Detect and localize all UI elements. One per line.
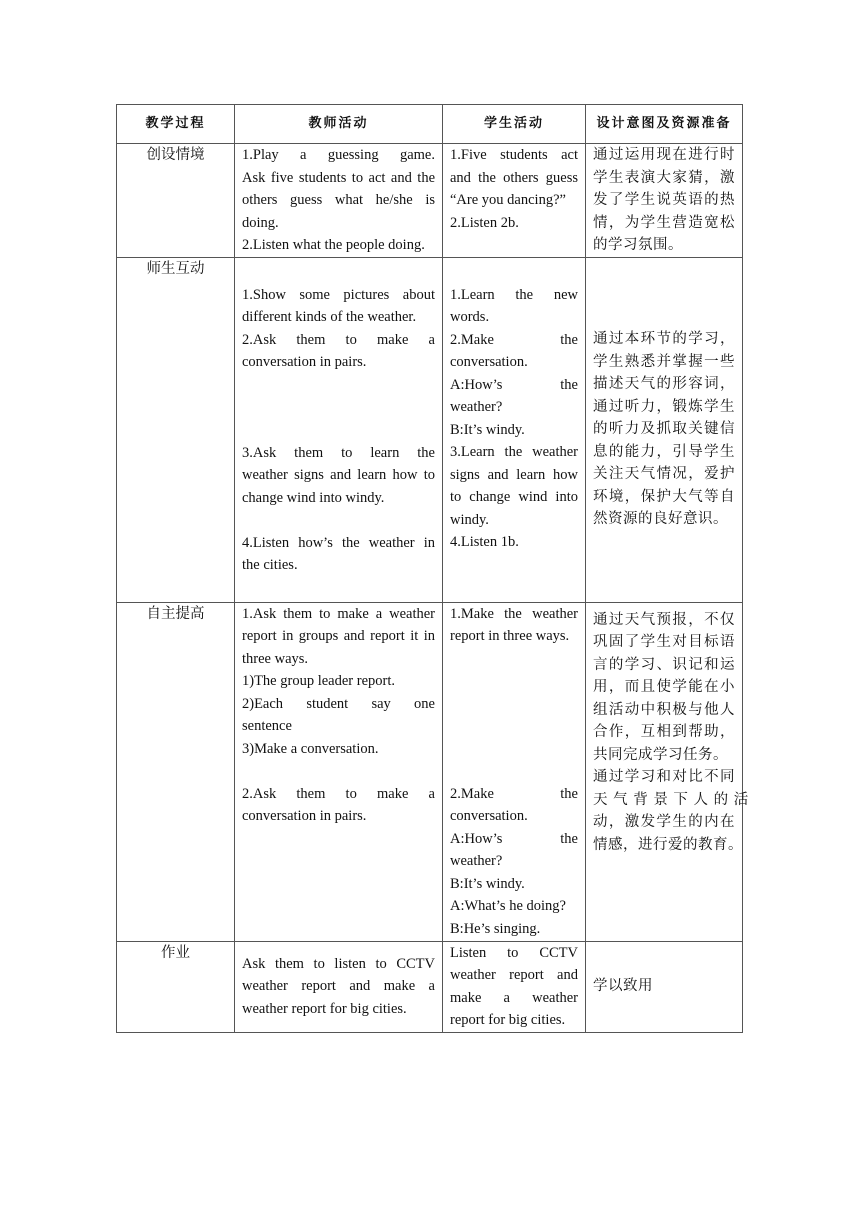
text-line: 1.Make the weather xyxy=(450,605,578,622)
header-process: 教学过程 xyxy=(117,105,235,144)
text-line: B:It’s windy. xyxy=(450,421,525,438)
table-row xyxy=(117,602,743,941)
text-line: 言的学习、识记和运 xyxy=(593,656,735,673)
text-line: 通过听力，锻炼学生 xyxy=(593,398,735,415)
header-design-intent: 设计意图及资源准备 xyxy=(586,105,743,144)
text-line: 2.Ask them to make a xyxy=(242,785,435,802)
text-line: 息的能力，引导学生 xyxy=(593,443,735,460)
header-teacher-activity: 教师活动 xyxy=(235,105,443,144)
text-line: conversation in pairs. xyxy=(242,354,367,370)
text-line: A:How’s the xyxy=(450,376,578,393)
text-line: weather signs and learn how to xyxy=(242,467,435,483)
stage-label: 作业 xyxy=(117,941,235,1032)
text-line: 通过天气预报，不仅 xyxy=(593,611,735,628)
text-line: 通过运用现在进行时 xyxy=(593,147,735,163)
text-line: Listen to CCTV xyxy=(450,944,578,961)
text-line: 4.Listen how’s the weather in xyxy=(242,534,435,551)
text-line: signs and learn how xyxy=(450,466,578,483)
text-line: conversation in pairs. xyxy=(242,808,367,824)
text-line: 1)The group leader report. xyxy=(242,673,395,689)
text-line: 3.Learn the weather xyxy=(450,444,578,460)
stage-label: 自主提高 xyxy=(117,602,235,941)
text-line: 合作，互相到帮助， xyxy=(593,724,735,740)
stage-label: 创设情境 xyxy=(117,144,235,258)
text-line: 的学习氛围。 xyxy=(593,237,683,253)
design-intent-cell xyxy=(586,144,743,258)
stage-label: 师生互动 xyxy=(117,257,235,602)
text-line: 用，而且使学能在小 xyxy=(593,679,735,695)
text-line: 环境，保护大气等自 xyxy=(593,488,735,505)
text-line: the cities. xyxy=(242,557,298,573)
text-line: 巩固了学生对目标语 xyxy=(593,634,735,650)
text-line: 3.Ask them to learn the xyxy=(242,444,435,461)
text-line: sentence xyxy=(242,718,292,734)
text-line: A:What’s he doing? xyxy=(450,898,566,914)
table-row xyxy=(117,257,743,602)
header-row xyxy=(117,105,743,144)
text-line: 1.Five students act xyxy=(450,147,578,163)
text-line: and the others guess xyxy=(450,169,578,186)
text-line: B:It’s windy. xyxy=(450,875,525,892)
text-line: 关注天气情况，爱护 xyxy=(593,466,735,483)
text-line: weather report and xyxy=(450,967,578,983)
text-line: A:How’s the xyxy=(450,830,578,847)
text-line: 通过本环节的学习， xyxy=(593,331,735,348)
teacher-activity-cell xyxy=(235,257,443,602)
design-intent-cell xyxy=(586,257,743,602)
text-line: 然资源的良好意识。 xyxy=(593,511,728,528)
header-student-activity: 学生活动 xyxy=(443,105,586,144)
text-line: 学以致用 xyxy=(593,978,653,995)
student-activity-cell xyxy=(443,602,586,941)
text-line: 的听力及抓取关键信 xyxy=(593,421,735,438)
text-line: 1.Ask them to make a weather xyxy=(242,605,435,622)
text-line: 学生熟悉并掌握一些 xyxy=(593,353,735,370)
text-line: 1.Learn the new xyxy=(450,286,578,303)
text-line: doing. xyxy=(242,214,279,231)
text-line: 学生表演大家猜，激 xyxy=(593,169,735,186)
text-line: 情，为学生营造宽松 xyxy=(593,214,735,231)
text-line: Ask them to listen to CCTV xyxy=(242,955,435,972)
text-line: weather report and make a xyxy=(242,978,435,995)
text-line: report for big cities. xyxy=(450,1012,566,1028)
table-row xyxy=(117,144,743,258)
text-line: “Are you dancing?” xyxy=(450,192,566,208)
lesson-plan-table xyxy=(116,104,749,1033)
text-line: 4.Listen 1b. xyxy=(450,534,519,550)
text-line: 描述天气的形容词， xyxy=(593,376,735,393)
text-line: 2.Make the xyxy=(450,331,578,348)
text-line: 3)Make a conversation. xyxy=(242,740,379,757)
text-line: 组活动中积极与他人 xyxy=(593,701,735,718)
text-line: 2.Listen what the people doing. xyxy=(242,237,425,253)
text-line: make a weather xyxy=(450,989,578,1006)
table-row xyxy=(117,941,743,1032)
design-intent-cell xyxy=(586,941,743,1032)
text-line: 情感，进行爱的教育。 xyxy=(593,836,743,853)
text-line: 发了学生说英语的热 xyxy=(593,192,735,208)
teacher-activity-cell xyxy=(235,144,443,258)
student-activity-cell xyxy=(443,941,586,1032)
text-line: words. xyxy=(450,309,490,325)
text-line: weather? xyxy=(450,853,503,869)
text-line: 1.Show some pictures about xyxy=(242,286,435,303)
text-line: 通过学习和对比不同 xyxy=(593,769,735,785)
text-line: 2)Each student say one xyxy=(242,695,435,712)
text-line: Ask five students to act and the xyxy=(242,169,435,186)
text-line: weather? xyxy=(450,399,503,415)
text-line: conversation. xyxy=(450,808,528,824)
text-line: 2.Make the xyxy=(450,785,578,802)
text-line: 共同完成学习任务。 xyxy=(593,746,728,763)
teacher-activity-cell xyxy=(235,941,443,1032)
student-activity-cell xyxy=(443,257,586,602)
text-line: 2.Ask them to make a xyxy=(242,331,435,348)
student-activity-cell xyxy=(443,144,586,258)
teacher-activity-cell xyxy=(235,602,443,941)
text-line: different kinds of the weather. xyxy=(242,309,417,325)
text-line: B:He’s singing. xyxy=(450,920,541,937)
text-line: 天 气 背 景 下 人 的 活 xyxy=(593,791,749,808)
text-line: 动，激发学生的内在 xyxy=(593,814,735,830)
text-line: 1.Play a guessing game. xyxy=(242,147,435,163)
text-line: weather report for big cities. xyxy=(242,1000,407,1017)
text-line: 2.Listen 2b. xyxy=(450,214,519,231)
design-intent-cell xyxy=(586,602,749,941)
text-line: change wind into windy. xyxy=(242,489,385,506)
text-line: report in groups and report it in xyxy=(242,628,435,644)
text-line: to change wind into xyxy=(450,489,578,505)
text-line: windy. xyxy=(450,511,489,528)
text-line: conversation. xyxy=(450,354,528,370)
text-line: three ways. xyxy=(242,650,309,667)
text-line: others guess what he/she is xyxy=(242,192,435,208)
text-line: report in three ways. xyxy=(450,628,570,644)
